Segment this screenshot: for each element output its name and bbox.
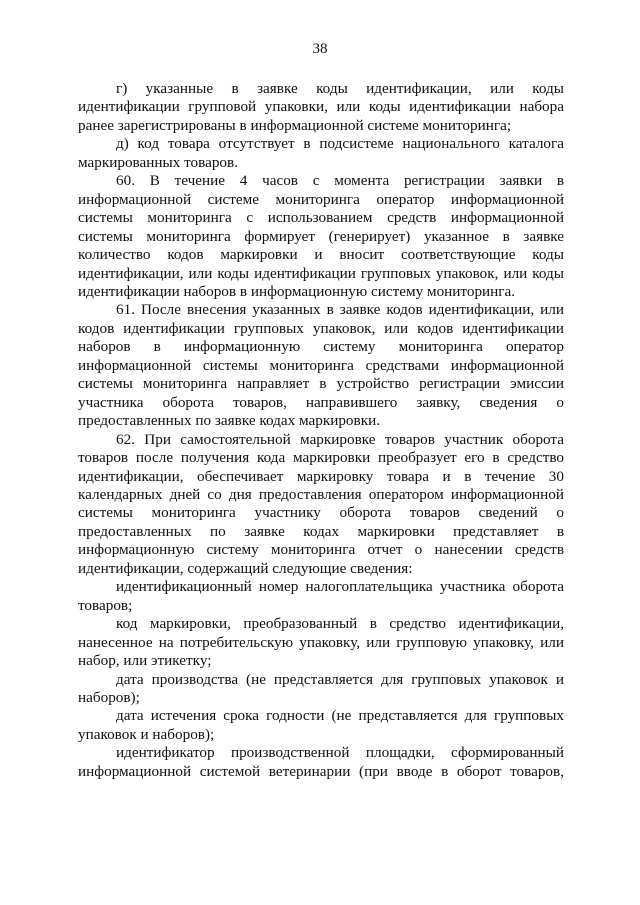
paragraph-site-identifier: идентификатор производственной площадки, сформированный информационной системой ветеринарии (при вводе в оборот товаров, — [78, 744, 564, 780]
paragraph-expiry-date: дата истечения срока годности (не представляется для групповых упаковок и наборов); — [78, 707, 564, 743]
document-body — [78, 80, 564, 781]
paragraph-inn: идентификационный номер налогоплательщика участника оборота товаров; — [78, 578, 564, 614]
paragraph-production-date: дата производства (не представляется для групповых упаковок и наборов); — [78, 670, 564, 706]
paragraph-clause-62: 62. При самостоятельной маркировке товаров участник оборота товаров после получения кода маркировки преобразует его в средство идентификации, обеспечивает маркировку товара и в течение 30 календарных дней со дня предоставления оператором информационной системы мониторинга участнику оборота товаров сведений о предоставленных по заявке кодах маркировки представляет в информационную систему мониторинга отчет о нанесении средств идентификации, содержащий следующие сведения: — [78, 430, 564, 577]
paragraph-item-g: г) указанные в заявке коды идентификации, или коды идентификации групповой упаковки, или коды идентификации набора ранее зарегистрированы в информационной системе мониторинга; — [78, 80, 564, 134]
paragraph-marking-code: код маркировки, преобразованный в средство идентификации, нанесенное на потребительскую упаковку, или групповую упаковку, или набор, или этикетку; — [78, 615, 564, 670]
paragraph-clause-61: 61. После внесения указанных в заявке кодов идентификации, или кодов идентификации групповых упаковок, или кодов идентификации наборов в информационную систему мониторинга оператор информационной системы мониторинга средствами информационной системы мониторинга направляет в устройство регистрации эмиссии участника оборота товаров, направившего заявку, сведения о предоставленных по заявке кодах маркировки. — [78, 301, 564, 430]
paragraph-item-d: д) код товара отсутствует в подсистеме национального каталога маркированных товаров. — [78, 135, 564, 171]
page-number: 38 — [312, 41, 328, 57]
paragraph-clause-60: 60. В течение 4 часов с момента регистрации заявки в информационной системе мониторинга оператор информационной системы мониторинга с использованием средств информационной системы мониторинга формирует (генерирует) указанное в заявке количество кодов маркировки и вносит соответствующие коды идентификации, или коды идентификации групповых упаковок, или коды идентификации наборов в информационную систему мониторинга. — [78, 172, 564, 300]
